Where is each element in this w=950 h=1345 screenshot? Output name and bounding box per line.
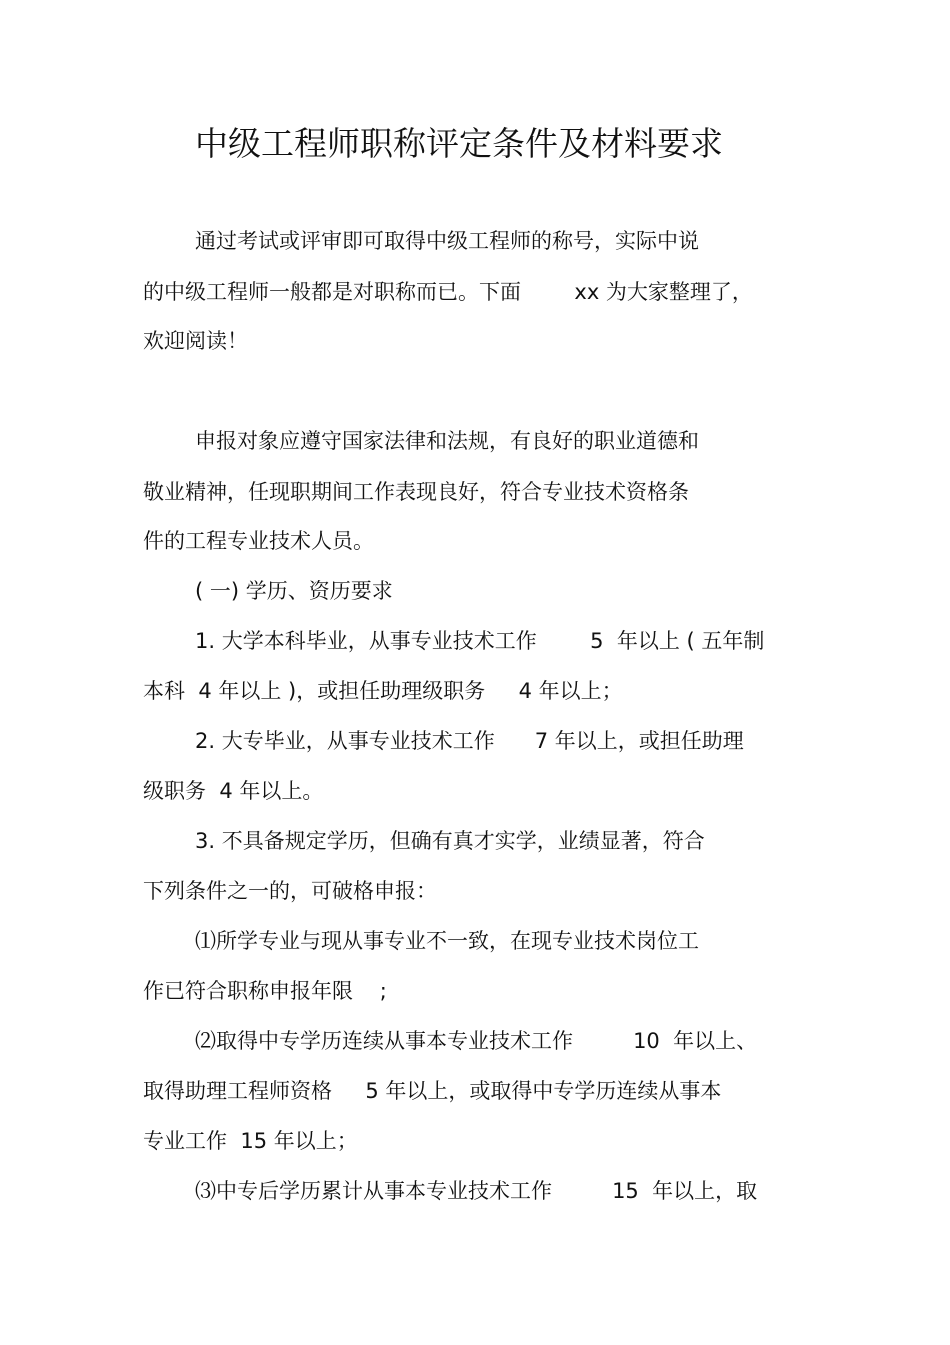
paragraph-line: 专业工作 15 年以上； [143, 1129, 358, 1153]
paragraph-line: 的中级工程师一般都是对职称而已。下面 xx 为大家整理了， [143, 280, 753, 304]
section-heading: ( 一) 学历、资历要求 [195, 579, 393, 603]
paragraph-line: 1. 大学本科毕业，从事专业技术工作 5 年以上 ( 五年制 [195, 629, 765, 653]
paragraph-line: ⑶中专后学历累计从事本专业技术工作 15 年以上，取 [195, 1179, 758, 1203]
paragraph-line: 下列条件之一的，可破格申报： [143, 879, 437, 903]
paragraph-line: 作已符合职称申报年限 ; [143, 979, 387, 1003]
paragraph-line: 级职务 4 年以上。 [143, 779, 324, 803]
paragraph-line: 本科 4 年以上 )，或担任助理级职务 4 年以上； [143, 679, 623, 703]
paragraph-line: 件的工程专业技术人员。 [143, 529, 374, 553]
document-title: 中级工程师职称评定条件及材料要求 [195, 124, 723, 163]
paragraph-line: 2. 大专毕业，从事专业技术工作 7 年以上，或担任助理 [195, 729, 744, 753]
paragraph-line: 欢迎阅读！ [143, 329, 248, 353]
paragraph-line: ⑴所学专业与现从事专业不一致，在现专业技术岗位工 [195, 929, 699, 953]
paragraph-line: 通过考试或评审即可取得中级工程师的称号，实际中说 [195, 229, 699, 253]
paragraph-line: 敬业精神，任现职期间工作表现良好，符合专业技术资格条 [143, 480, 689, 504]
paragraph-line: 取得助理工程师资格 5 年以上，或取得中专学历连续从事本 [143, 1079, 722, 1103]
paragraph-line: 3. 不具备规定学历，但确有真才实学，业绩显著，符合 [195, 829, 705, 853]
paragraph-line: 申报对象应遵守国家法律和法规，有良好的职业道德和 [195, 429, 699, 453]
paragraph-line: ⑵取得中专学历连续从事本专业技术工作 10 年以上、 [195, 1029, 758, 1053]
